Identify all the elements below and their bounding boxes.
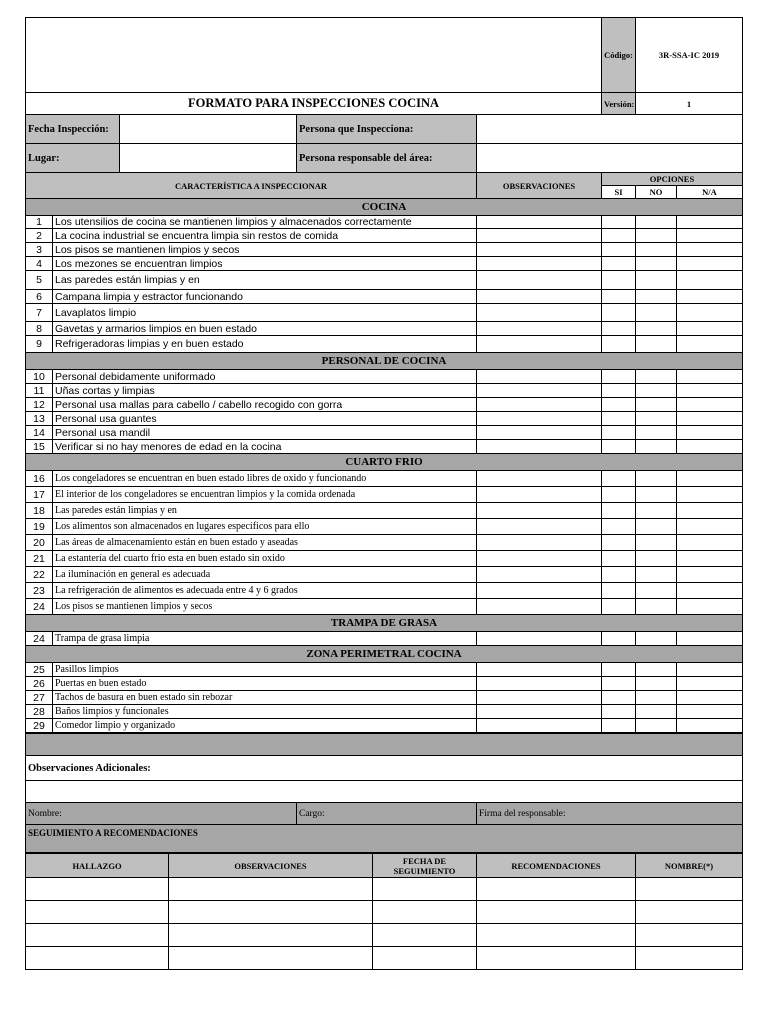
observaciones-cell[interactable] <box>477 583 602 599</box>
form-title: FORMATO PARA INSPECCIONES COCINA <box>26 93 602 115</box>
si-checkbox[interactable] <box>602 705 636 719</box>
follow-cell[interactable] <box>477 947 636 970</box>
si-checkbox[interactable] <box>602 471 636 487</box>
si-checkbox[interactable] <box>602 677 636 691</box>
responsable-label: Persona responsable del área: <box>297 144 477 173</box>
item-text: Los pisos se mantienen limpios y secos <box>53 243 477 257</box>
item-text: Lavaplatos limpio <box>53 304 477 322</box>
no-checkbox[interactable] <box>636 691 677 705</box>
observaciones-cell[interactable] <box>477 535 602 551</box>
item-text: Pasillos limpios <box>53 663 477 677</box>
form-table <box>25 17 743 733</box>
observaciones-cell[interactable] <box>477 691 602 705</box>
section-title: CUARTO FRIO <box>26 454 743 471</box>
no-checkbox[interactable] <box>636 229 677 243</box>
observaciones-cell[interactable] <box>477 412 602 426</box>
na-checkbox[interactable] <box>677 567 743 583</box>
item-number: 27 <box>26 691 53 705</box>
si-checkbox[interactable] <box>602 599 636 615</box>
observaciones-cell[interactable] <box>477 384 602 398</box>
no-checkbox[interactable] <box>636 304 677 322</box>
no-checkbox[interactable] <box>636 583 677 599</box>
na-checkbox[interactable] <box>677 719 743 733</box>
section-header-row <box>26 353 743 370</box>
section-header-row <box>26 454 743 471</box>
item-text: La estantería del cuarto frio esta en buen estado sin oxido <box>53 551 477 567</box>
si-checkbox[interactable] <box>602 322 636 336</box>
na-checkbox[interactable] <box>677 599 743 615</box>
na-checkbox[interactable] <box>677 632 743 646</box>
item-number: 28 <box>26 705 53 719</box>
item-text: Las paredes están limpias y en <box>53 271 477 290</box>
no-checkbox[interactable] <box>636 257 677 271</box>
no-checkbox[interactable] <box>636 471 677 487</box>
na-checkbox[interactable] <box>677 583 743 599</box>
follow-header-row <box>26 854 743 878</box>
seguimiento-title: SEGUIMIENTO A RECOMENDACIONES <box>26 825 743 853</box>
item-number: 17 <box>26 487 53 503</box>
si-checkbox[interactable] <box>602 426 636 440</box>
si-checkbox[interactable] <box>602 412 636 426</box>
item-number: 26 <box>26 677 53 691</box>
nombre-label: Nombre: <box>26 803 297 825</box>
checklist-row <box>26 426 743 440</box>
na-checkbox[interactable] <box>677 535 743 551</box>
si-checkbox[interactable] <box>602 216 636 229</box>
version-value: 1 <box>636 93 743 115</box>
item-number: 4 <box>26 257 53 271</box>
col-opciones: OPCIONES <box>602 173 743 186</box>
si-checkbox[interactable] <box>602 290 636 304</box>
item-text: Las paredes están limpias y en <box>53 503 477 519</box>
col-no: NO <box>636 186 677 199</box>
checklist-row <box>26 304 743 322</box>
checklist-row <box>26 691 743 705</box>
item-number: 7 <box>26 304 53 322</box>
si-checkbox[interactable] <box>602 336 636 353</box>
no-checkbox[interactable] <box>636 567 677 583</box>
item-text: El interior de los congeladores se encuentran limpios y la comida ordenada <box>53 487 477 503</box>
checklist-row <box>26 535 743 551</box>
si-checkbox[interactable] <box>602 535 636 551</box>
item-number: 11 <box>26 384 53 398</box>
no-checkbox[interactable] <box>636 503 677 519</box>
item-text: Los congeladores se encuentran en buen estado libres de oxido y funcionando <box>53 471 477 487</box>
follow-cell[interactable] <box>169 878 373 901</box>
observaciones-cell[interactable] <box>477 487 602 503</box>
observaciones-cell[interactable] <box>477 632 602 646</box>
item-number: 12 <box>26 398 53 412</box>
na-checkbox[interactable] <box>677 663 743 677</box>
follow-cell[interactable] <box>636 878 743 901</box>
checklist-row <box>26 503 743 519</box>
item-number: 10 <box>26 370 53 384</box>
fecha-input[interactable] <box>120 115 297 144</box>
checklist-row <box>26 599 743 615</box>
observaciones-cell[interactable] <box>477 290 602 304</box>
item-text: Los pisos se mantienen limpios y secos <box>53 599 477 615</box>
na-checkbox[interactable] <box>677 519 743 535</box>
no-checkbox[interactable] <box>636 370 677 384</box>
fecha-label: Fecha Inspección: <box>26 115 120 144</box>
checklist-row <box>26 271 743 290</box>
no-checkbox[interactable] <box>636 705 677 719</box>
follow-cell[interactable] <box>373 947 477 970</box>
si-checkbox[interactable] <box>602 567 636 583</box>
item-number: 23 <box>26 583 53 599</box>
na-checkbox[interactable] <box>677 677 743 691</box>
follow-row <box>26 947 743 970</box>
follow-col-header: HALLAZGO <box>26 854 169 878</box>
checklist-row <box>26 551 743 567</box>
persona-input[interactable] <box>477 115 743 144</box>
item-text: Personal usa mallas para cabello / cabello recogido con gorra <box>53 398 477 412</box>
si-checkbox[interactable] <box>602 632 636 646</box>
no-checkbox[interactable] <box>636 384 677 398</box>
item-number: 19 <box>26 519 53 535</box>
follow-cell[interactable] <box>636 947 743 970</box>
gray-separator <box>26 734 743 756</box>
si-checkbox[interactable] <box>602 304 636 322</box>
item-text: Tachos de basura en buen estado sin rebozar <box>53 691 477 705</box>
no-checkbox[interactable] <box>636 551 677 567</box>
na-checkbox[interactable] <box>677 426 743 440</box>
no-checkbox[interactable] <box>636 322 677 336</box>
na-checkbox[interactable] <box>677 336 743 353</box>
responsable-input[interactable] <box>477 144 743 173</box>
item-number: 24 <box>26 599 53 615</box>
observaciones-cell[interactable] <box>477 257 602 271</box>
na-checkbox[interactable] <box>677 304 743 322</box>
checklist-row <box>26 257 743 271</box>
observaciones-adicionales-input[interactable] <box>26 781 743 803</box>
follow-cell[interactable] <box>169 901 373 924</box>
observaciones-cell[interactable] <box>477 229 602 243</box>
si-checkbox[interactable] <box>602 384 636 398</box>
item-number: 5 <box>26 271 53 290</box>
na-checkbox[interactable] <box>677 487 743 503</box>
follow-cell[interactable] <box>373 901 477 924</box>
item-text: Puertas en buen estado <box>53 677 477 691</box>
item-text: Refrigeradoras limpias y en buen estado <box>53 336 477 353</box>
na-checkbox[interactable] <box>677 471 743 487</box>
observaciones-cell[interactable] <box>477 440 602 454</box>
observaciones-cell[interactable] <box>477 599 602 615</box>
follow-col-header: NOMBRE(*) <box>636 854 743 878</box>
observaciones-adicionales-label: Observaciones Adicionales: <box>26 756 743 781</box>
item-number: 16 <box>26 471 53 487</box>
si-checkbox[interactable] <box>602 551 636 567</box>
observaciones-cell[interactable] <box>477 677 602 691</box>
follow-cell[interactable] <box>26 878 169 901</box>
na-checkbox[interactable] <box>677 271 743 290</box>
follow-up-table <box>25 853 743 970</box>
item-number: 15 <box>26 440 53 454</box>
follow-cell[interactable] <box>373 878 477 901</box>
follow-cell[interactable] <box>373 924 477 947</box>
si-checkbox[interactable] <box>602 271 636 290</box>
follow-cell[interactable] <box>477 878 636 901</box>
no-checkbox[interactable] <box>636 336 677 353</box>
checklist-row <box>26 412 743 426</box>
item-number: 13 <box>26 412 53 426</box>
si-checkbox[interactable] <box>602 398 636 412</box>
na-checkbox[interactable] <box>677 216 743 229</box>
na-checkbox[interactable] <box>677 705 743 719</box>
no-checkbox[interactable] <box>636 677 677 691</box>
follow-cell[interactable] <box>477 901 636 924</box>
item-text: Los mezones se encuentran limpios <box>53 257 477 271</box>
na-checkbox[interactable] <box>677 691 743 705</box>
item-text: Trampa de grasa limpia <box>53 632 477 646</box>
observaciones-cell[interactable] <box>477 705 602 719</box>
item-number: 1 <box>26 216 53 229</box>
firma-label: Firma del responsable: <box>477 803 743 825</box>
si-checkbox[interactable] <box>602 440 636 454</box>
no-checkbox[interactable] <box>636 412 677 426</box>
follow-cell[interactable] <box>26 924 169 947</box>
follow-cell[interactable] <box>169 947 373 970</box>
si-checkbox[interactable] <box>602 719 636 733</box>
na-checkbox[interactable] <box>677 551 743 567</box>
item-number: 14 <box>26 426 53 440</box>
no-checkbox[interactable] <box>636 440 677 454</box>
version-label: Versión: <box>602 93 636 115</box>
observaciones-cell[interactable] <box>477 567 602 583</box>
col-caracteristica: CARACTERÍSTICA A INSPECCIONAR <box>26 173 477 199</box>
observaciones-cell[interactable] <box>477 336 602 353</box>
follow-cell[interactable] <box>636 924 743 947</box>
checklist-row <box>26 519 743 535</box>
si-checkbox[interactable] <box>602 243 636 257</box>
observaciones-cell[interactable] <box>477 503 602 519</box>
checklist-row <box>26 705 743 719</box>
item-number: 18 <box>26 503 53 519</box>
observaciones-cell[interactable] <box>477 519 602 535</box>
col-na: N/A <box>677 186 743 199</box>
checklist-row <box>26 677 743 691</box>
col-si: SI <box>602 186 636 199</box>
item-text: La refrigeración de alimentos es adecuada entre 4 y 6 grados <box>53 583 477 599</box>
no-checkbox[interactable] <box>636 487 677 503</box>
checklist-row <box>26 471 743 487</box>
item-number: 6 <box>26 290 53 304</box>
item-text: La iluminación en general es adecuada <box>53 567 477 583</box>
section-header-row <box>26 646 743 663</box>
inspection-form <box>25 17 742 970</box>
follow-cell[interactable] <box>169 924 373 947</box>
follow-col-header: RECOMENDACIONES <box>477 854 636 878</box>
lugar-input[interactable] <box>120 144 297 173</box>
checklist-row <box>26 322 743 336</box>
checklist-row <box>26 229 743 243</box>
si-checkbox[interactable] <box>602 663 636 677</box>
checklist-row <box>26 583 743 599</box>
item-number: 20 <box>26 535 53 551</box>
item-number: 25 <box>26 663 53 677</box>
follow-cell[interactable] <box>636 901 743 924</box>
checklist-row <box>26 663 743 677</box>
follow-cell[interactable] <box>477 924 636 947</box>
si-checkbox[interactable] <box>602 229 636 243</box>
follow-col-header: FECHA DE SEGUIMIENTO <box>373 854 477 878</box>
code-label: Código: <box>602 18 636 93</box>
lugar-label: Lugar: <box>26 144 120 173</box>
item-number: 29 <box>26 719 53 733</box>
item-text: Las áreas de almacenamiento están en buen estado y aseadas <box>53 535 477 551</box>
observaciones-cell[interactable] <box>477 663 602 677</box>
na-checkbox[interactable] <box>677 322 743 336</box>
observaciones-cell[interactable] <box>477 322 602 336</box>
na-checkbox[interactable] <box>677 384 743 398</box>
no-checkbox[interactable] <box>636 719 677 733</box>
checklist-row <box>26 336 743 353</box>
follow-cell[interactable] <box>26 947 169 970</box>
item-text: Personal debidamente uniformado <box>53 370 477 384</box>
item-number: 8 <box>26 322 53 336</box>
checklist-row <box>26 243 743 257</box>
observaciones-cell[interactable] <box>477 471 602 487</box>
observaciones-cell[interactable] <box>477 398 602 412</box>
follow-cell[interactable] <box>26 901 169 924</box>
na-checkbox[interactable] <box>677 370 743 384</box>
follow-row <box>26 901 743 924</box>
checklist-row <box>26 632 743 646</box>
item-number: 9 <box>26 336 53 353</box>
item-number: 24 <box>26 632 53 646</box>
observaciones-cell[interactable] <box>477 551 602 567</box>
checklist-row <box>26 370 743 384</box>
observaciones-cell[interactable] <box>477 271 602 290</box>
checklist-row <box>26 384 743 398</box>
checklist-row <box>26 567 743 583</box>
col-observaciones: OBSERVACIONES <box>477 173 602 199</box>
item-number: 2 <box>26 229 53 243</box>
follow-row <box>26 878 743 901</box>
follow-col-header: OBSERVACIONES <box>169 854 373 878</box>
item-number: 21 <box>26 551 53 567</box>
section-title: PERSONAL DE COCINA <box>26 353 743 370</box>
item-text: Campana limpia y estractor funcionando <box>53 290 477 304</box>
si-checkbox[interactable] <box>602 487 636 503</box>
item-text: Verificar si no hay menores de edad en la cocina <box>53 440 477 454</box>
checklist-row <box>26 440 743 454</box>
na-checkbox[interactable] <box>677 243 743 257</box>
logo-area <box>26 18 602 93</box>
checklist-row <box>26 719 743 733</box>
observaciones-cell[interactable] <box>477 243 602 257</box>
si-checkbox[interactable] <box>602 583 636 599</box>
no-checkbox[interactable] <box>636 426 677 440</box>
item-number: 3 <box>26 243 53 257</box>
persona-label: Persona que Inspecciona: <box>297 115 477 144</box>
item-text: Los utensilios de cocina se mantienen limpios y almacenados correctamente <box>53 216 477 229</box>
no-checkbox[interactable] <box>636 271 677 290</box>
si-checkbox[interactable] <box>602 503 636 519</box>
cargo-label: Cargo: <box>297 803 477 825</box>
no-checkbox[interactable] <box>636 216 677 229</box>
checklist-row <box>26 216 743 229</box>
section-header-row <box>26 615 743 632</box>
na-checkbox[interactable] <box>677 398 743 412</box>
na-checkbox[interactable] <box>677 257 743 271</box>
si-checkbox[interactable] <box>602 691 636 705</box>
item-text: Los alimentos son almacenados en lugares específicos para ello <box>53 519 477 535</box>
observaciones-cell[interactable] <box>477 719 602 733</box>
footer-table <box>25 733 743 853</box>
item-text: Personal usa mandil <box>53 426 477 440</box>
observaciones-cell[interactable] <box>477 370 602 384</box>
item-text: Comedor limpio y organizado <box>53 719 477 733</box>
item-text: Gavetas y armarios limpios en buen estado <box>53 322 477 336</box>
code-value: 3R-SSA-IC 2019 <box>636 18 743 93</box>
follow-row <box>26 924 743 947</box>
checklist-row <box>26 487 743 503</box>
checklist-row <box>26 398 743 412</box>
section-header-row <box>26 199 743 216</box>
no-checkbox[interactable] <box>636 519 677 535</box>
item-text: Uñas cortas y limpias <box>53 384 477 398</box>
no-checkbox[interactable] <box>636 243 677 257</box>
item-text: Baños limpios y funcionales <box>53 705 477 719</box>
no-checkbox[interactable] <box>636 290 677 304</box>
si-checkbox[interactable] <box>602 257 636 271</box>
na-checkbox[interactable] <box>677 440 743 454</box>
observaciones-cell[interactable] <box>477 216 602 229</box>
na-checkbox[interactable] <box>677 229 743 243</box>
item-text: La cocina industrial se encuentra limpia sin restos de comida <box>53 229 477 243</box>
section-title: COCINA <box>26 199 743 216</box>
si-checkbox[interactable] <box>602 519 636 535</box>
si-checkbox[interactable] <box>602 370 636 384</box>
section-title: ZONA PERIMETRAL COCINA <box>26 646 743 663</box>
item-text: Personal usa guantes <box>53 412 477 426</box>
no-checkbox[interactable] <box>636 398 677 412</box>
observaciones-cell[interactable] <box>477 304 602 322</box>
na-checkbox[interactable] <box>677 412 743 426</box>
no-checkbox[interactable] <box>636 599 677 615</box>
checklist-row <box>26 290 743 304</box>
section-title: TRAMPA DE GRASA <box>26 615 743 632</box>
no-checkbox[interactable] <box>636 535 677 551</box>
item-number: 22 <box>26 567 53 583</box>
no-checkbox[interactable] <box>636 663 677 677</box>
na-checkbox[interactable] <box>677 503 743 519</box>
na-checkbox[interactable] <box>677 290 743 304</box>
observaciones-cell[interactable] <box>477 426 602 440</box>
no-checkbox[interactable] <box>636 632 677 646</box>
